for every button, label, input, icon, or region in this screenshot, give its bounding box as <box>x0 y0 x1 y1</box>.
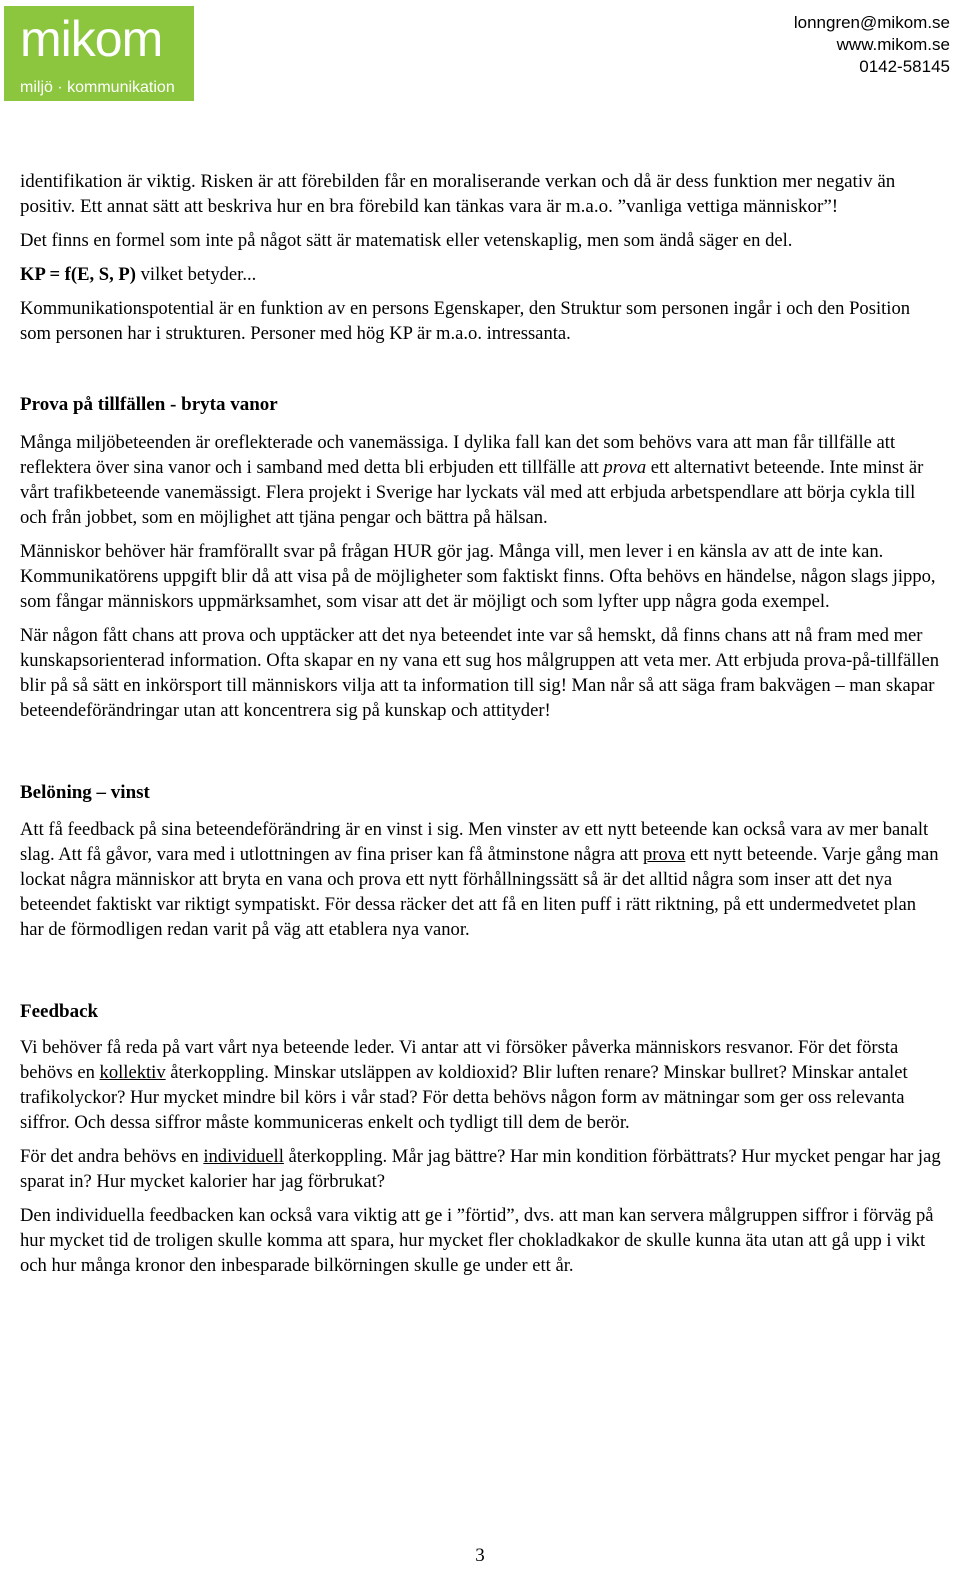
section3-paragraph-2 <box>20 1144 944 1194</box>
logo <box>4 6 194 101</box>
section3-p2-text-a: För det andra behövs en <box>20 1146 204 1167</box>
section1-p1-text-b: ett alternativt beteende. Inte minst är vårt trafikbeteende vanemässigt. Flera projekt i Sverige har lyckats väl med att erbjuda arbetspendlare att börja cykla till och från jobbet, som en möjlighet att tjäna pengar och bättra på hälsan. <box>20 457 924 528</box>
contact-email[interactable]: lonngren@mikom.se <box>793 13 950 32</box>
section-heading-prova: Prova på tillfällen - bryta vanor <box>20 394 278 415</box>
formula-paragraph <box>20 262 944 287</box>
section1-paragraph-1 <box>20 430 944 530</box>
section-heading-beloning: Belöning – vinst <box>20 782 150 803</box>
formula-rest: vilket betyder... <box>135 264 257 285</box>
section3-p2-text-b: återkoppling. Mår jag bättre? Har min kondition förbättrats? Hur mycket pengar har jag sparat in? Hur mycket kalorier har jag förbrukat? <box>20 1146 941 1192</box>
document-body <box>20 169 944 1278</box>
intro-paragraph-2: Det finns en formel som inte på något sätt är matematisk eller vetenskaplig, men som ändå säger en del. <box>20 230 793 251</box>
intro-paragraph-1: identifikation är viktig. Risken är att förebilden får en moraliserande verkan och då är dess funktion mer negativ än positiv. Ett annat sätt att beskriva hur en bra förebild kan tänkas vara är m.a.o. ”vanliga vettiga människor”! <box>20 171 896 217</box>
section1-p1-emphasis: prova <box>603 457 647 478</box>
section2-p1-text-b: ett nytt beteende. Varje gång man lockat några människor att bryta en vana och prova ett nytt förhållningssätt så är det alltid några som inser att det nya beteendet faktiskt var riktigt sympatiskt. För dessa räcker det att få en liten puff i rätt riktning, på ett undermedvetet plan har de förmodligen redan varit på väg att etablera nya vanor. <box>20 844 939 940</box>
section1-p1-text-a: Många miljöbeteenden är oreflekterade och vanemässiga. I dylika fall kan det som behövs vara att man får tillfälle att reflektera över sina vanor och i samband med detta bli erbjuden ett tillfälle att <box>20 432 896 478</box>
section3-paragraph-1 <box>20 1035 944 1135</box>
logo-name: mikom <box>20 11 163 67</box>
contact-website[interactable]: www.mikom.se <box>836 35 950 54</box>
contact-phone: 0142-58145 <box>859 57 950 76</box>
section1-paragraph-3: När någon fått chans att prova och upptäcker att det nya beteendet inte var så hemskt, då finns chans att nå fram med mer kunskapsorienterad information. Ofta skapar en ny vana ett sug hos målgruppen att veta mer. Att erbjuda prova-på-tillfällen blir på så sätt en inkörsport till människors vilja att ta information till sig! Man når så att säga fram bakvägen – man skapar beteendeförändringar utan att koncentrera sig på kunskap och attityder! <box>20 625 940 721</box>
section2-paragraph-1 <box>20 817 944 942</box>
section1-paragraph-2: Människor behöver här framförallt svar på frågan HUR gör jag. Många vill, men lever i en känsla av att de inte kan. Kommunikatörens uppgift blir då att visa på de möjligheter som faktiskt finns. Ofta behövs en händelse, någon slags jippo, som fångar människors uppmärksamhet, som visar att det är möjligt och som lyfter upp några goda exempel. <box>20 541 936 612</box>
section2-p1-underlined: prova <box>642 844 686 865</box>
section-heading-feedback: Feedback <box>20 1001 99 1022</box>
section3-paragraph-3: Den individuella feedbacken kan också vara viktig att ge i ”förtid”, dvs. att man kan servera målgruppen siffror i förväg på hur mycket tid de troligen skulle komma att spara, hur mycket fler chokladkakor de skulle kunna äta utan att gå upp i vikt och hur många kronor den inbesparade bilkörningen skulle ge under ett år. <box>20 1205 934 1276</box>
section3-p1-underlined: kollektiv <box>99 1062 166 1083</box>
section3-p2-underlined: individuell <box>203 1146 284 1167</box>
intro-paragraph-4: Kommunikationspotential är en funktion av en persons Egenskaper, den Struktur som personen ingår i och den Position som personen har i strukturen. Personer med hög KP är m.a.o. intressanta. <box>20 298 911 344</box>
page-number: 3 <box>475 1545 485 1566</box>
section3-p1-text-b: återkoppling. Minskar utsläppen av koldioxid? Blir luften renare? Minskar bullret? Minskar antalet trafikolyckor? Hur mycket mindre bil körs i vår stad? För detta behövs någon form av mätningar som ger oss relevanta siffror. Och dessa siffror måste kommuniceras enkelt och tydligt till dem de berör. <box>20 1062 908 1133</box>
logo-tagline: miljö · kommunikation <box>20 79 175 96</box>
formula: KP = f(E, S, P) <box>20 264 136 285</box>
contact-info <box>794 12 950 78</box>
section3-p1-text-a: Vi behöver få reda på vart vårt nya beteende leder. Vi antar att vi försöker påverka människors resvanor. För det första behövs en <box>20 1037 899 1083</box>
section2-p1-text-a: Att få feedback på sina beteendeförändring är en vinst i sig. Men vinster av ett nytt beteende kan också vara av mer banalt slag. Att få gåvor, vara med i utlottningen av fina priser kan få åtminstone några att <box>20 819 929 865</box>
